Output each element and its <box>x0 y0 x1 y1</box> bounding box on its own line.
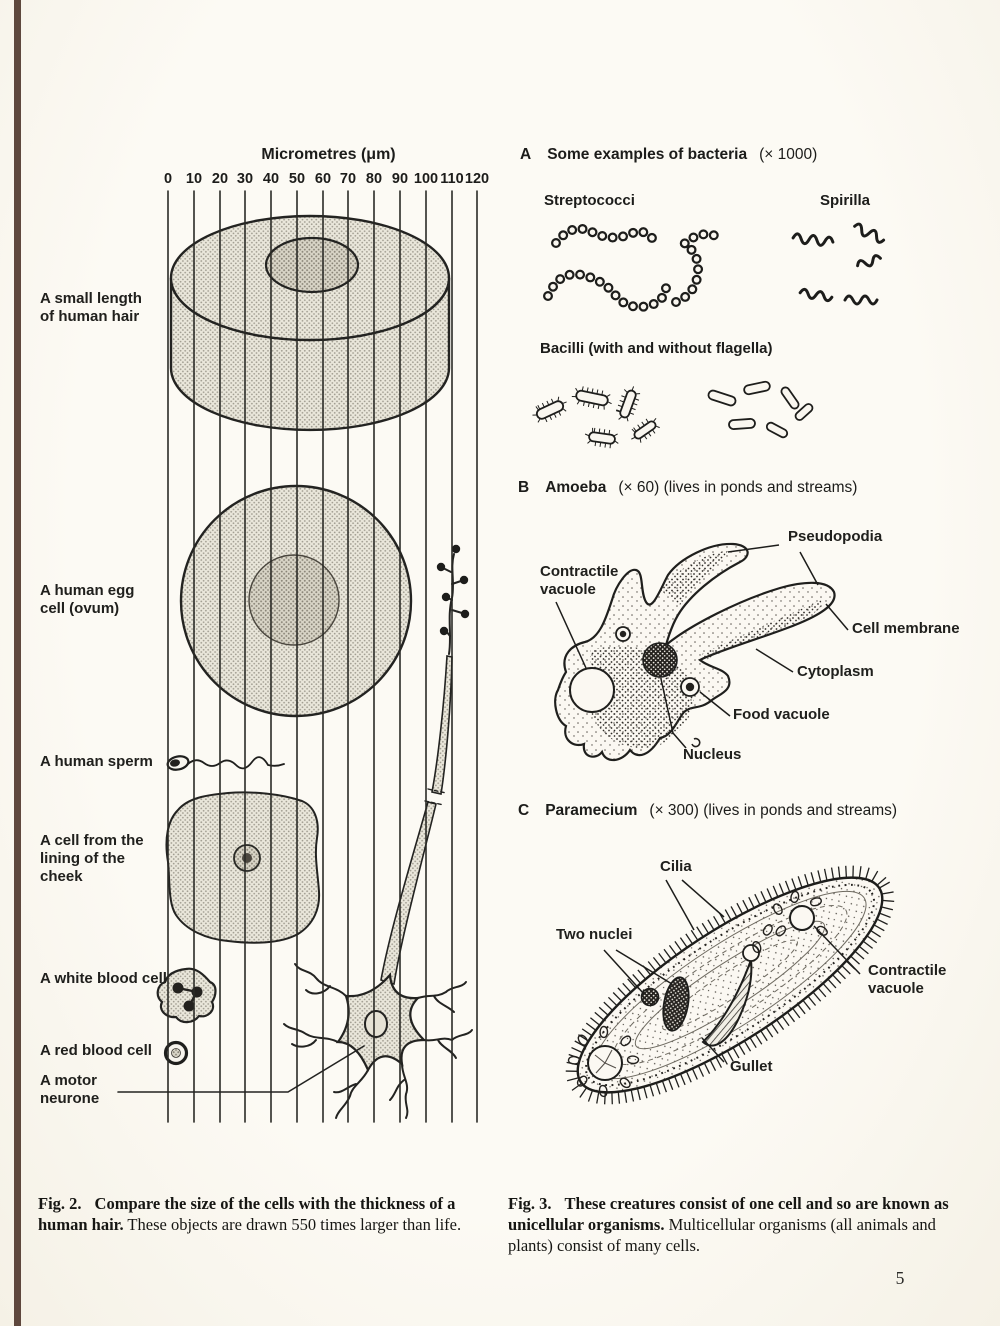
bacilli-drawing <box>530 381 814 449</box>
egg-cell-label: A human egg cell (ovum) <box>40 582 135 617</box>
scale-tick: 100 <box>413 171 439 187</box>
scale-tick: 30 <box>236 171 254 187</box>
hair-cylinder-drawing <box>171 216 449 430</box>
two-nuclei-label: Two nuclei <box>556 926 633 943</box>
amoeba-nucleus <box>643 643 677 677</box>
white-blood-cell-label: A white blood cell <box>40 970 167 987</box>
egg-cell-drawing <box>181 486 411 716</box>
gullet-label: Gullet <box>730 1058 773 1075</box>
scale-tick: 90 <box>391 171 409 187</box>
sperm-label: A human sperm <box>40 753 153 770</box>
nucleus-label: Nucleus <box>683 746 742 763</box>
egg-nucleus <box>249 555 339 645</box>
scale-tick: 0 <box>163 171 173 187</box>
amoeba-contractile-vacuole-label: Contractile vacuole <box>540 563 619 598</box>
bacilli-label: Bacilli (with and without flagella) <box>540 340 773 357</box>
section-b-heading: B Amoeba (× 60) (lives in ponds and streams) <box>518 479 858 496</box>
fig2-diagram <box>118 191 477 1122</box>
scale-tick: 80 <box>365 171 383 187</box>
spirilla-label: Spirilla <box>820 192 871 209</box>
scale-tick: 50 <box>288 171 306 187</box>
scale-tick: 70 <box>339 171 357 187</box>
scale-tick: 40 <box>262 171 280 187</box>
fig2-caption-rest: These objects are drawn 550 times larger than life. <box>123 1214 462 1234</box>
cell-membrane-label: Cell membrane <box>852 620 960 637</box>
scale-tick: 20 <box>211 171 229 187</box>
red-blood-cell-label: A red blood cell <box>40 1042 152 1059</box>
sperm-drawing <box>166 754 284 771</box>
scale-tick: 110 <box>440 171 464 187</box>
food-vacuole-label: Food vacuole <box>733 706 830 723</box>
scale-tick: 10 <box>185 171 203 187</box>
cilia-label: Cilia <box>660 858 692 875</box>
spirilla-drawing <box>793 223 886 304</box>
scale-tick: 120 <box>464 171 490 187</box>
paramecium-micronucleus <box>642 989 659 1006</box>
cytoplasm-label: Cytoplasm <box>797 663 874 680</box>
section-letter: C <box>518 802 530 819</box>
streptococci-label: Streptococci <box>544 192 635 209</box>
fig3-caption-rest: Multicellular organisms (all animals and plants) consist of many cells. <box>508 1214 936 1255</box>
hair-label: A small length of human hair <box>40 290 142 325</box>
section-a-heading: A Some examples of bacteria (× 1000) <box>520 146 818 163</box>
fig3-caption <box>508 1194 960 1257</box>
motor-neurone-leader-line <box>118 1046 364 1092</box>
page-number: 5 <box>895 1268 905 1288</box>
fig2-caption <box>38 1194 474 1236</box>
fig3-caption-number: Fig. 3. <box>508 1194 552 1213</box>
paramecium-contractile-vacuole-label: Contractile vacuole <box>868 962 947 997</box>
fig2-caption-bold: Compare the size of the cells with the thickness of a human hair. <box>38 1194 456 1234</box>
cheek-cell-label: A cell from the lining of the cheek <box>40 832 144 885</box>
streptococci-drawing <box>548 229 716 307</box>
section-letter: A <box>520 146 532 163</box>
paramecium-contractile-vacuole-1 <box>790 906 814 930</box>
motor-neurone-label: A motor neurone <box>40 1072 100 1107</box>
fig2-caption-number: Fig. 2. <box>38 1194 82 1213</box>
section-letter: B <box>518 479 530 496</box>
micrometre-scale-title: Micrometres (μm) <box>261 146 396 163</box>
fig3-caption-bold: These creatures consist of one cell and so are known as unicellular organisms. <box>508 1194 949 1234</box>
neurone-nucleus <box>365 1011 387 1037</box>
scale-tick: 60 <box>314 171 332 187</box>
pseudopodia-label: Pseudopodia <box>788 528 883 545</box>
hair-medulla <box>266 238 358 292</box>
amoeba-contractile-vacuole <box>570 668 614 712</box>
section-c-heading: C Paramecium (× 300) (lives in ponds and streams) <box>518 802 898 819</box>
